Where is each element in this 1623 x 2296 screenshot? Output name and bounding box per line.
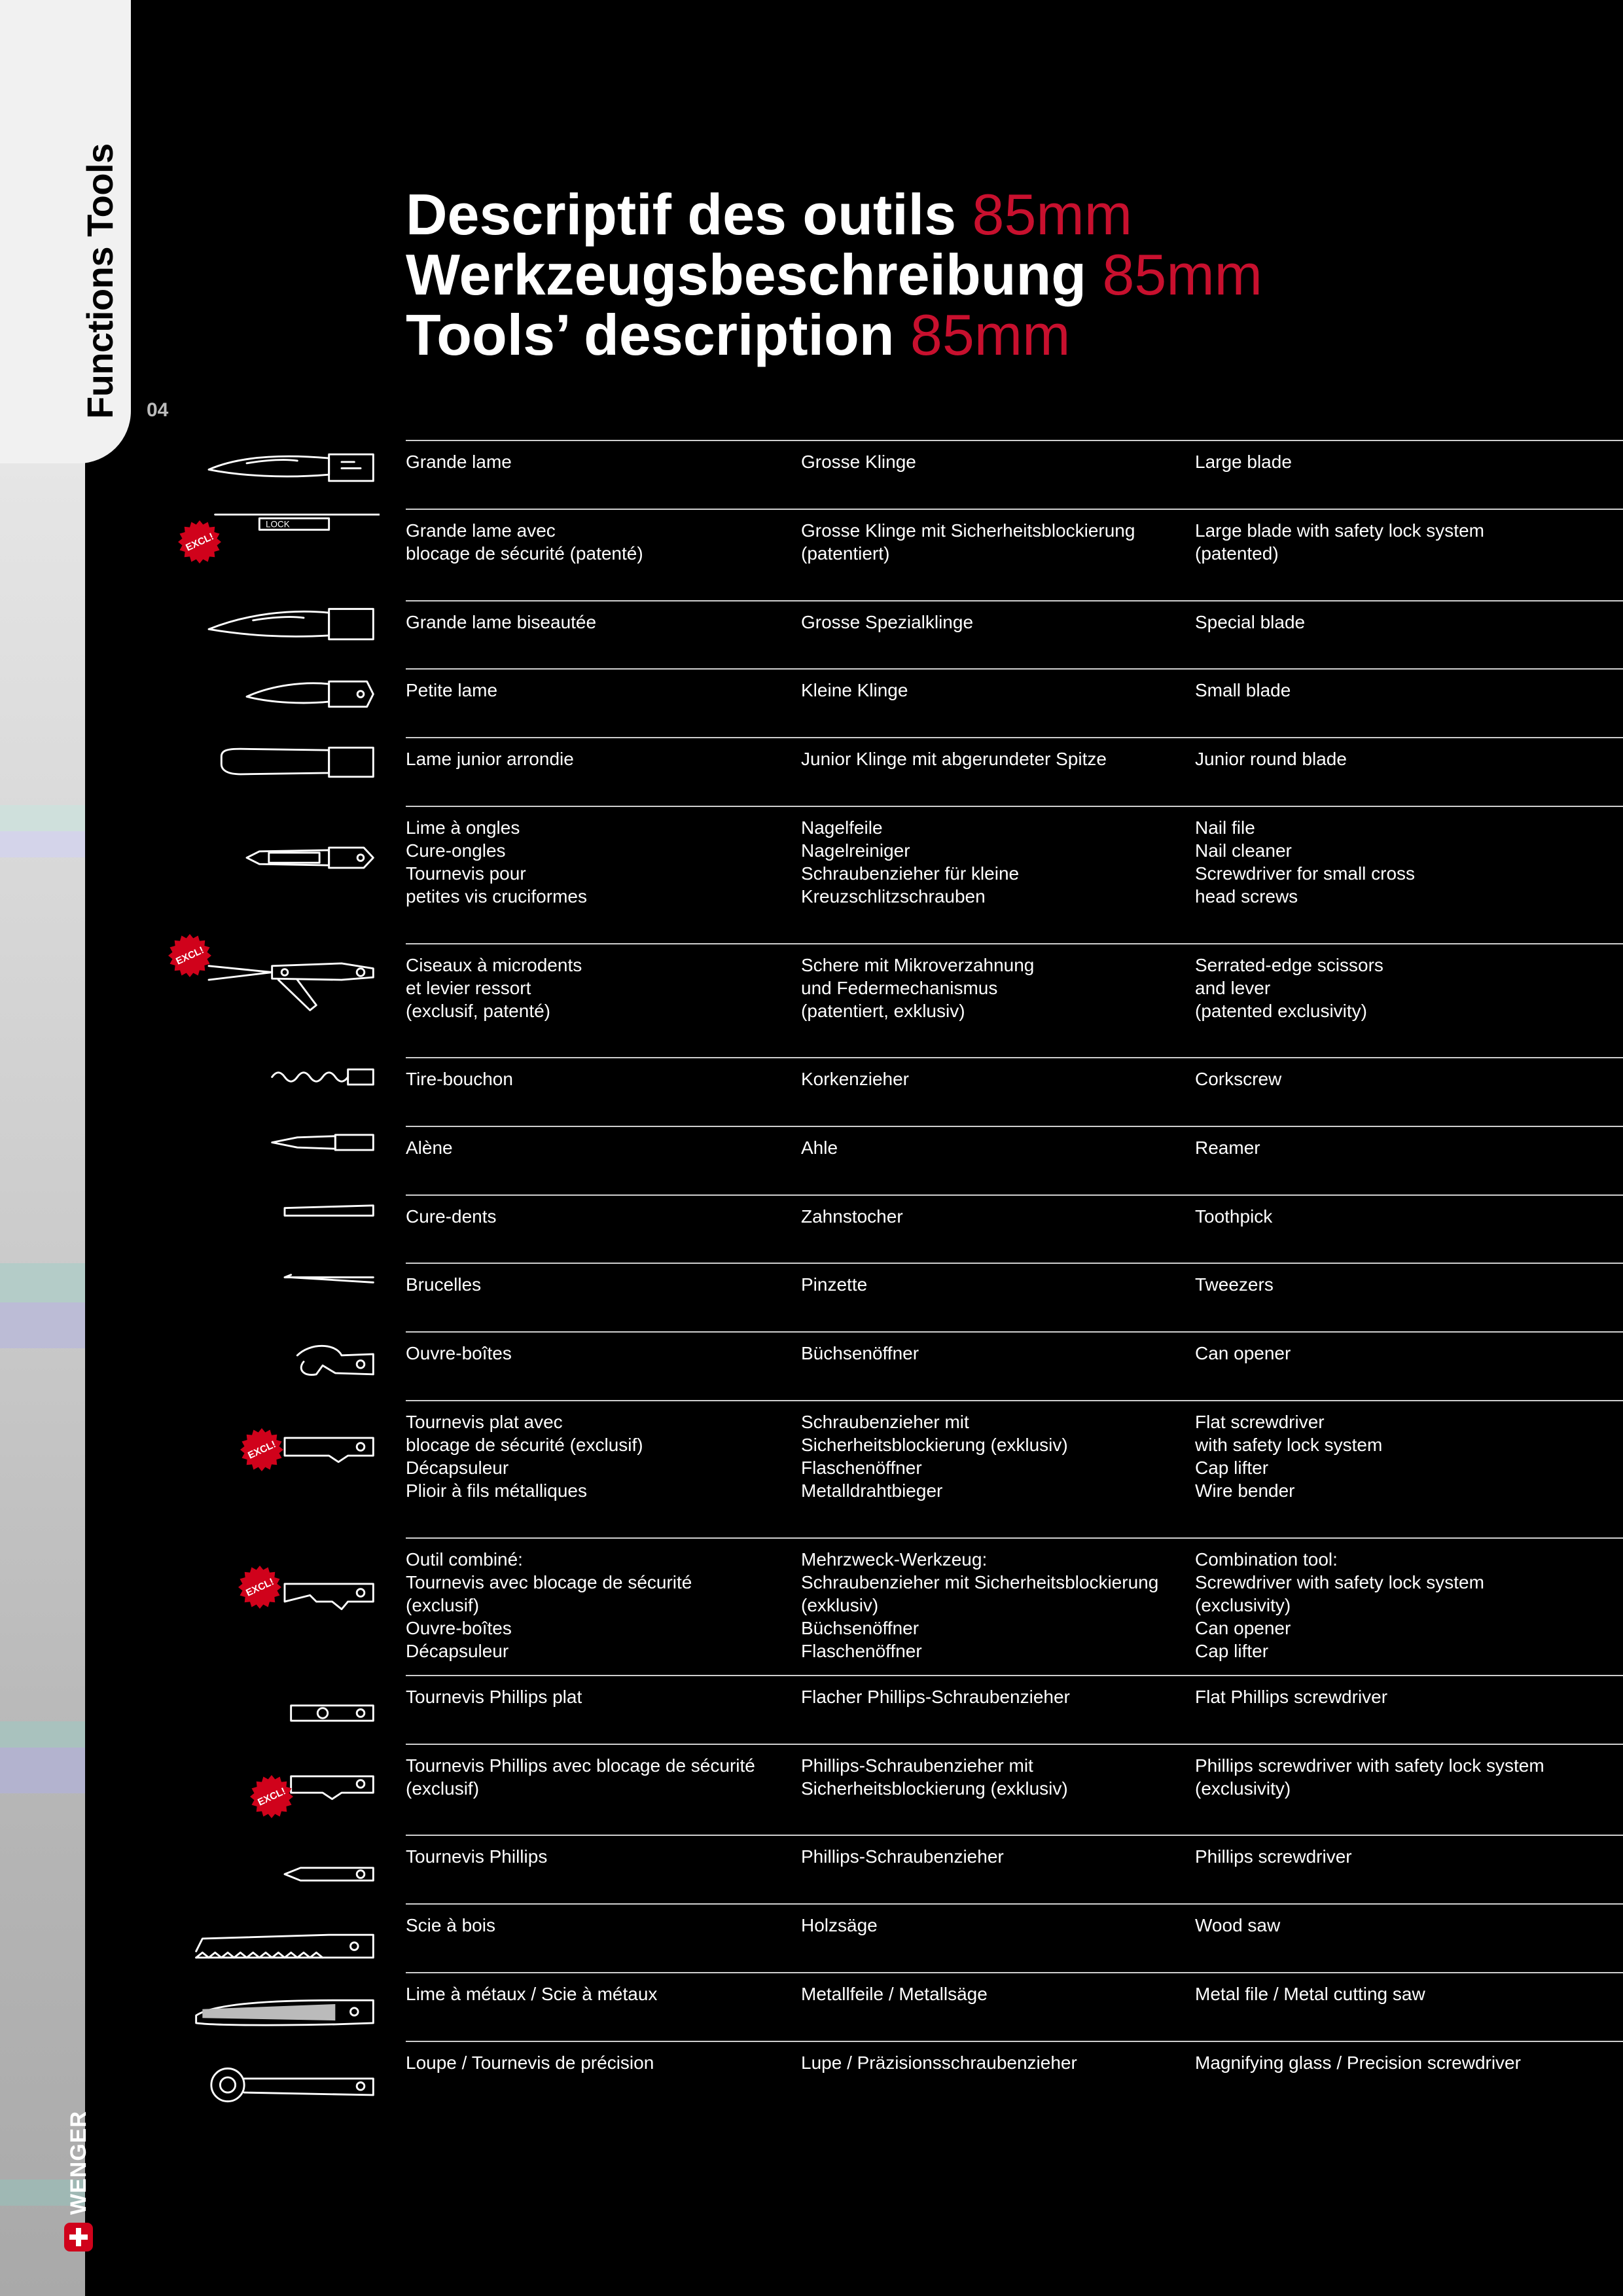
headline-fr: Descriptif des outils 85mm (406, 182, 1133, 247)
table-row (406, 1331, 1623, 1363)
table-row (406, 440, 1623, 472)
table-row (406, 1903, 1623, 1935)
headline (406, 182, 1262, 367)
tool-name-fr: Scie à bois (406, 1915, 495, 1935)
wood-saw-icon (190, 1921, 380, 1993)
tool-name-en: Tweezers (1195, 1274, 1274, 1295)
headline-en: Tools’ description 85mm (406, 302, 1071, 367)
tool-name-de: Phillips-Schraubenzieher (801, 1846, 1004, 1867)
tool-name-fr: Outil combiné: Tournevis avec blocage de sécurité (exclusif) Ouvre-boîtes Décapsuleur (406, 1549, 692, 1661)
tool-name-fr: Lime à ongles Cure-ongles Tournevis pour petites vis cruciformes (406, 817, 587, 906)
nail-file-icon (190, 831, 380, 903)
table-row (406, 1972, 1623, 2004)
metal-saw-icon (190, 1986, 380, 2058)
tool-name-en: Magnifying glass / Precision screwdriver (1195, 2053, 1521, 2073)
table-row (406, 509, 1623, 564)
tool-name-de: Schere mit Mikroverzahnung und Federmechanismus (patentiert, exklusiv) (801, 955, 1035, 1021)
exclusive-badge-icon (177, 519, 223, 565)
headline-de: Werkzeugsbeschreibung 85mm (406, 242, 1262, 307)
color-stripe (0, 1748, 85, 1793)
tool-name-fr: Brucelles (406, 1274, 482, 1295)
scissors-icon (190, 946, 380, 1018)
color-stripe (0, 805, 85, 831)
exclusive-badge-label: EXCL! (256, 1785, 288, 1808)
tool-name-de: Nagelfeile Nagelreiniger Schraubenzieher für kleine Kreuzschlitzschrauben (801, 817, 1020, 906)
tool-name-de: Korkenzieher (801, 1069, 909, 1089)
tool-name-de: Flacher Phillips-Schraubenzieher (801, 1687, 1070, 1707)
brand-name: WENGER (65, 2111, 91, 2215)
tool-name-de: Lupe / Präzisionsschraubenzieher (801, 2053, 1077, 2073)
tool-name-de: Mehrzweck-Werkzeug: Schraubenzieher mit Sicherheitsblockierung (exklusiv) Büchsenöffner Flaschenöffner (801, 1549, 1159, 1661)
tool-name-en: Can opener (1195, 1343, 1291, 1363)
tool-name-en: Phillips screwdriver (1195, 1846, 1352, 1867)
tool-name-en: Junior round blade (1195, 749, 1347, 769)
magnifier-icon (190, 2058, 380, 2130)
tool-name-de: Schraubenzieher mit Sicherheitsblockierung (exklusiv) Flaschenöffner Metalldrahtbieger (801, 1412, 1068, 1501)
color-stripe (0, 1302, 85, 1348)
exclusive-badge-label: EXCL! (246, 1439, 278, 1462)
tool-name-fr: Tournevis plat avec blocage de sécurité (exclusif) Décapsuleur Plioir à fils métalliques (406, 1412, 643, 1501)
tool-name-de: Büchsenöffner (801, 1343, 919, 1363)
section-title: Functions Tools (79, 143, 120, 419)
tool-name-fr: Ouvre-boîtes (406, 1343, 512, 1363)
table-row (406, 1744, 1623, 1799)
tool-name-de: Metallfeile / Metallsäge (801, 1984, 988, 2004)
tool-name-fr: Tournevis Phillips plat (406, 1687, 582, 1707)
exclusive-badge-label: EXCL! (174, 944, 206, 967)
can-opener-icon (190, 1335, 380, 1407)
flat-phillips-icon (190, 1685, 380, 1757)
tool-name-fr: Petite lame (406, 680, 498, 700)
exclusive-badge-label: EXCL! (244, 1576, 276, 1599)
tool-name-en: Combination tool: Screwdriver with safety lock system (exclusivity) Can opener Cap lifter (1195, 1549, 1484, 1661)
tool-name-de: Grosse Klinge (801, 452, 916, 472)
lock-label: LOCK (266, 519, 290, 529)
tool-name-fr: Alène (406, 1138, 453, 1158)
tool-name-de: Grosse Spezialklinge (801, 612, 974, 632)
table-row (406, 2041, 1623, 2073)
tool-name-de: Junior Klinge mit abgerundeter Spitze (801, 749, 1107, 769)
tool-name-en: Small blade (1195, 680, 1291, 700)
table-row (406, 1057, 1623, 1089)
exclusive-badge-icon (167, 933, 213, 978)
tool-name-fr: Grande lame (406, 452, 512, 472)
tool-name-en: Corkscrew (1195, 1069, 1282, 1089)
tool-name-en: Wood saw (1195, 1915, 1281, 1935)
flat-screwdriver-icon (190, 1420, 380, 1492)
tool-name-de: Phillips-Schraubenzieher mit Sicherheitsblockierung (exklusiv) (801, 1755, 1068, 1799)
tool-name-fr: Lime à métaux / Scie à métaux (406, 1984, 658, 2004)
tool-name-fr: Ciseaux à microdents et levier ressort (exclusif, patenté) (406, 955, 582, 1021)
table-row (406, 668, 1623, 700)
tool-name-de: Ahle (801, 1138, 838, 1158)
brand-logo (64, 2111, 93, 2251)
tool-name-en: Metal file / Metal cutting saw (1195, 1984, 1425, 2004)
table-row (406, 1400, 1623, 1501)
tool-name-en: Serrated-edge scissors and lever (patented exclusivity) (1195, 955, 1383, 1021)
table-row (406, 1835, 1623, 1867)
exclusive-badge-icon (249, 1774, 294, 1820)
combination-tool-icon (190, 1566, 380, 1638)
tool-name-de: Grosse Klinge mit Sicherheitsblockierung (patentiert) (801, 520, 1135, 564)
tool-name-fr: Tournevis Phillips avec blocage de sécurité (exclusif) (406, 1755, 755, 1799)
tool-name-en: Special blade (1195, 612, 1306, 632)
color-stripe (0, 1263, 85, 1302)
tool-name-de: Holzsäge (801, 1915, 878, 1935)
table-row (406, 1263, 1623, 1295)
exclusive-badge-label: EXCL! (184, 531, 216, 554)
table-row (406, 943, 1623, 1021)
toothpick-icon (190, 1185, 380, 1257)
table-row (406, 1537, 1623, 1661)
tool-name-fr: Lame junior arrondie (406, 749, 574, 769)
tool-name-de: Kleine Klinge (801, 680, 908, 700)
tool-name-fr: Loupe / Tournevis de précision (406, 2053, 654, 2073)
tool-name-de: Zahnstocher (801, 1206, 903, 1227)
tool-name-fr: Cure-dents (406, 1206, 497, 1227)
table-row (406, 737, 1623, 769)
tool-name-de: Pinzette (801, 1274, 868, 1295)
color-stripe (0, 1721, 85, 1748)
table-row (406, 1194, 1623, 1227)
tool-name-en: Large blade with safety lock system (patented) (1195, 520, 1484, 564)
table-row (406, 600, 1623, 632)
corkscrew-icon (190, 1050, 380, 1122)
small-blade-icon (190, 668, 380, 740)
tool-name-fr: Grande lame avec blocage de sécurité (patenté) (406, 520, 643, 564)
tool-name-fr: Tournevis Phillips (406, 1846, 548, 1867)
special-blade-icon (190, 599, 380, 671)
tool-name-en: Toothpick (1195, 1206, 1273, 1227)
reamer-icon (190, 1116, 380, 1188)
exclusive-badge-icon (237, 1564, 283, 1610)
tool-name-en: Nail file Nail cleaner Screwdriver for small cross head screws (1195, 817, 1416, 906)
swiss-cross-icon (64, 2223, 93, 2251)
table-row (406, 1126, 1623, 1158)
tool-name-en: Flat screwdriver with safety lock system Cap lifter Wire bender (1195, 1412, 1383, 1501)
junior-blade-icon (190, 736, 380, 808)
phillips-screwdriver-icon (190, 1848, 380, 1920)
table-row (406, 1675, 1623, 1707)
tool-name-fr: Grande lame biseautée (406, 612, 597, 632)
tool-name-en: Phillips screwdriver with safety lock system (exclusivity) (1195, 1755, 1544, 1799)
page-number: 04 (147, 399, 169, 421)
tweezers-icon (190, 1253, 380, 1325)
tool-name-fr: Tire-bouchon (406, 1069, 513, 1089)
tool-name-en: Reamer (1195, 1138, 1260, 1158)
table-row (406, 806, 1623, 906)
tool-name-en: Flat Phillips screwdriver (1195, 1687, 1388, 1707)
tool-name-en: Large blade (1195, 452, 1292, 472)
color-stripe (0, 831, 85, 857)
exclusive-badge-icon (239, 1427, 285, 1473)
